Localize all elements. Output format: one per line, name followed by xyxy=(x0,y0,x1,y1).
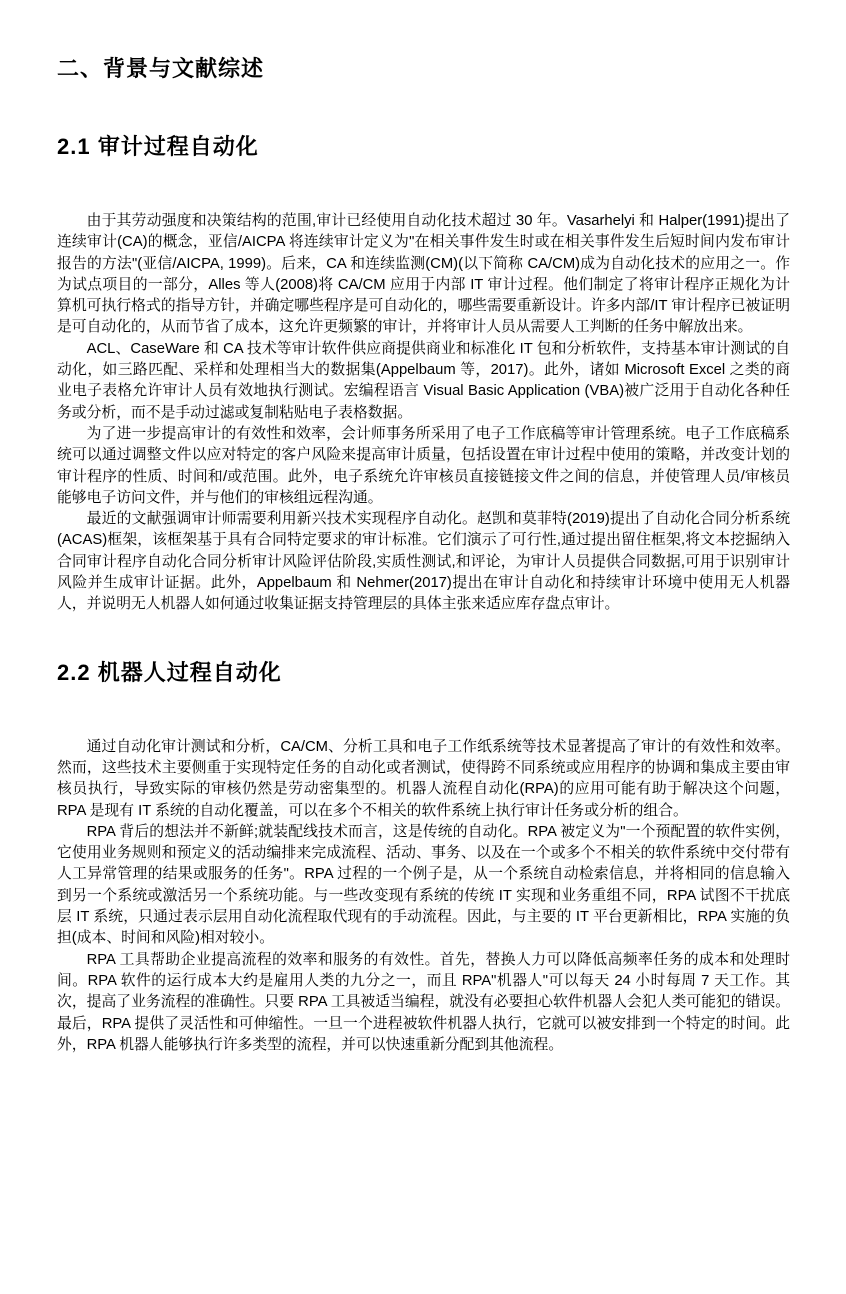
section-2-1-body xyxy=(57,211,790,616)
paragraph: 最近的文献强调审计师需要利用新兴技术实现程序自动化。赵凯和莫菲特(2019)提出了自动化合同分析系统(ACAS)框架，该框架基于具有合同特定要求的审计标准。它们演示了可行性,通过提出留住框架,将文本挖掘纳入合同审计程序自动化合同分析审计风险评估阶段,实质性测试,和评论，为审计人员提供合同数据,可用于识别审计风险并生成审计证据。此外，Appelbaum 和 Nehmer(2017)提出在审计自动化和持续审计环境中使用无人机器人，并说明无人机器人如何通过收集证据支持管理层的具体主张来适应库存盘点审计。 xyxy=(57,511,790,613)
paragraph: 通过自动化审计测试和分析，CA/CM、分析工具和电子工作纸系统等技术显著提高了审计的有效性和效率。然而，这些技术主要侧重于实现特定任务的自动化或者测试，使得跨不同系统或应用程序的协调和集成主要由审核员执行，导致实际的审核仍然是劳动密集型的。机器人流程自动化(RPA)的应用可能有助于解决这个问题，RPA 是现有 IT 系统的自动化覆盖，可以在多个不相关的软件系统上执行审计任务或分析的组合。 xyxy=(57,738,790,819)
paragraph: 由于其劳动强度和决策结构的范围,审计已经使用自动化技术超过 30 年。Vasarhelyi 和 Halper(1991)提出了连续审计(CA)的概念，亚信/AICPA 将连续审计定义为"在相关事件发生时或在相关事件发生后短时间内发布审计报告的方法"(亚信/AICPA, 1999)。后来，CA 和连续监测(CM)(以下简称 CA/CM)成为自动化技术的应用之一。作为试点项目的一部分，Alles 等人(2008)将 CA/CM 应用于内部 IT 审计过程。他们制定了将审计程序正规化为计算机可执行格式的指导方针，并确定哪些程序是可自动化的，哪些需要重新设计。许多内部/IT 审计程序已被证明是可自动化的，从而节省了成本，这允许更频繁的审计，并将审计人员从需要人工判断的任务中解放出来。 xyxy=(57,213,790,336)
section-2-2-heading: 2.2 机器人过程自动化 xyxy=(57,659,282,685)
section-2-1-heading: 2.1 审计过程自动化 xyxy=(57,134,259,159)
paragraph: RPA 工具帮助企业提高流程的效率和服务的有效性。首先，替换人力可以降低高频率任务的成本和处理时间。RPA 软件的运行成本大约是雇用人类的九分之一，而且 RPA"机器人"可以每天 24 小时每周 7 天工作。其次，提高了业务流程的准确性。只要 RPA 工具被适当编程，就没有必要担心软件机器人会犯人类可能犯的错误。最后，RPA 提供了灵活性和可伸缩性。一旦一个进程被软件机器人执行，它就可以被安排到一个特定的时间。此外，RPA 机器人能够执行许多类型的流程，并可以快速重新分配到其他流程。 xyxy=(57,951,790,1053)
section-robotic-process-automation xyxy=(57,659,790,1056)
section-2-2-body xyxy=(57,737,790,1056)
paragraph: ACL、CaseWare 和 CA 技术等审计软件供应商提供商业和标准化 IT 包和分析软件，支持基本审计测试的自动化，如三路匹配、采样和处理相当大的数据集(Appelbaum 等，2017)。此外，诸如 Microsoft Excel 之类的商业电子表格允许审计人员有效地执行测试。宏编程语言 Visual Basic Application (VBA)被广泛用于自动化各种任务或分析，而不是手动过滤或复制粘贴电子表格数据。 xyxy=(57,340,790,421)
paragraph: 为了进一步提高审计的有效性和效率，会计师事务所采用了电子工作底稿等审计管理系统。电子工作底稿系统可以通过调整文件以应对特定的客户风险来提高审计质量，包括设置在审计过程中使用的策略，并改变计划的审计程序的性质、时间和/或范围。此外，电子系统允许审核员直接链接文件之间的信息，并使管理人员/审核员能够电子访问文件，并与他们的审核组远程沟通。 xyxy=(57,425,790,506)
paragraph: RPA 背后的想法并不新鲜;就装配线技术而言，这是传统的自动化。RPA 被定义为"一个预配置的软件实例，它使用业务规则和预定义的活动编排来完成流程、活动、事务、以及在一个或多个不相关的软件系统中交付带有人工异常管理的结果或服务的任务"。RPA 过程的一个例子是，从一个系统自动检索信息，并将相同的信息输入到另一个系统或激活另一个系统功能。与一些改变现有系统的传统 IT 实现和业务重组不同，RPA 试图不干扰底层 IT 系统，只通过表示层用自动化流程取代现有的手动流程。因此，与主要的 IT 平台更新相比，RPA 实施的负担(成本、时间和风险)相对较小。 xyxy=(57,823,790,947)
section-audit-process-automation xyxy=(57,133,790,616)
chapter-title: 二、背景与文献综述 xyxy=(57,56,265,81)
